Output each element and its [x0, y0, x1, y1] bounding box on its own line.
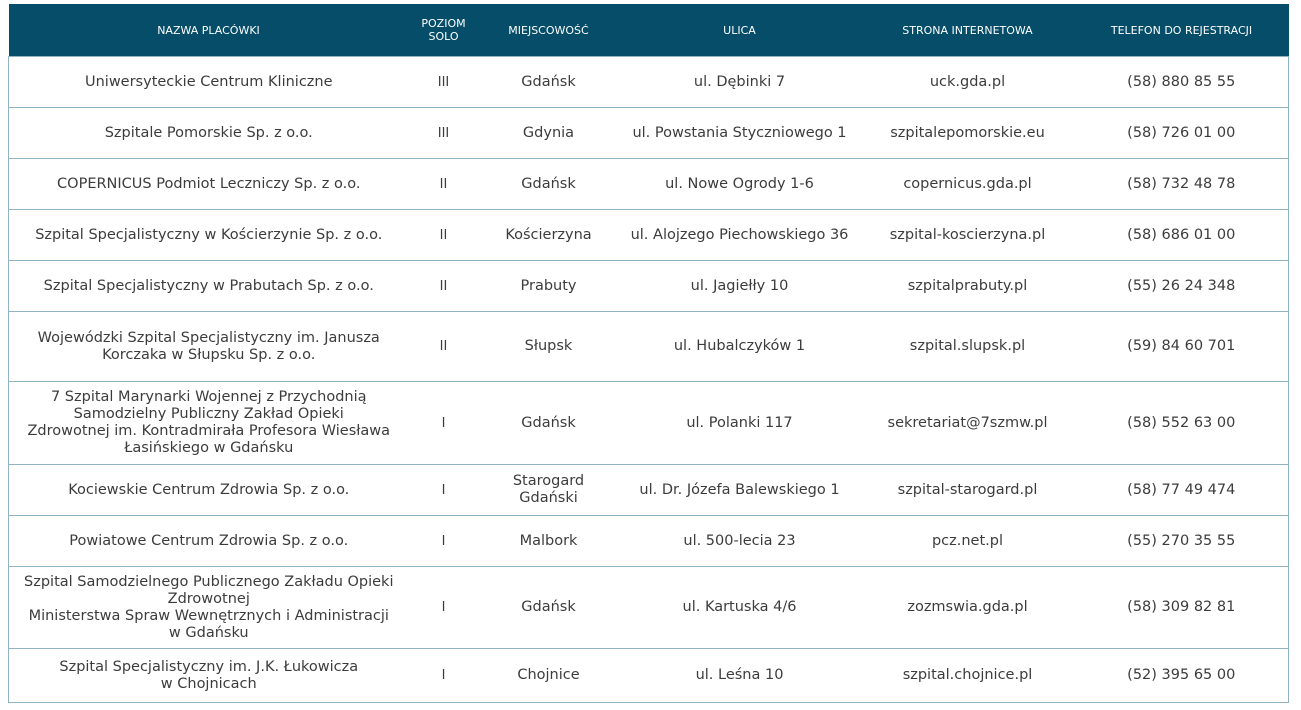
- cell-phone: (59) 84 60 701: [1075, 312, 1289, 382]
- header-level: [409, 4, 479, 57]
- cell-name: [9, 210, 409, 261]
- cell-city: Prabuty: [479, 261, 619, 312]
- cell-website: sekretariat@7szmw.pl: [861, 382, 1075, 465]
- cell-website: szpitalprabuty.pl: [861, 261, 1075, 312]
- cell-street: ul. Nowe Ogrody 1-6: [619, 159, 861, 210]
- header-street: ULICA: [619, 4, 861, 57]
- cell-name-line: 7 Szpital Marynarki Wojennej z Przychodnią: [50, 389, 367, 405]
- cell-name: [9, 159, 409, 210]
- cell-street: ul. Polanki 117: [619, 382, 861, 465]
- cell-phone: (58) 686 01 00: [1075, 210, 1289, 261]
- cell-phone: (58) 77 49 474: [1075, 465, 1289, 516]
- cell-name-line: Ministerstwa Spraw Wewnętrznych i Administracji: [28, 607, 389, 624]
- cell-street: ul. 500-lecia 23: [619, 516, 861, 567]
- cell-level: I: [409, 649, 479, 703]
- table-header: [9, 4, 1289, 57]
- cell-level: I: [409, 516, 479, 567]
- cell-street: ul. Alojzego Piechowskiego 36: [619, 210, 861, 261]
- header-level-line2: SOLO: [428, 30, 459, 43]
- cell-phone: (52) 395 65 00: [1075, 649, 1289, 703]
- cell-name: [9, 567, 409, 649]
- cell-name-line: Samodzielny Publiczny Zakład Opieki: [73, 406, 344, 422]
- cell-city: Gdańsk: [479, 57, 619, 108]
- cell-phone: (58) 732 48 78: [1075, 159, 1289, 210]
- cell-city: Gdańsk: [479, 382, 619, 465]
- cell-phone: (55) 270 35 55: [1075, 516, 1289, 567]
- cell-name-line: w Gdańsku: [168, 624, 249, 641]
- cell-level: I: [409, 567, 479, 649]
- cell-street: ul. Leśna 10: [619, 649, 861, 703]
- cell-level: III: [409, 108, 479, 159]
- table-row: [9, 57, 1289, 108]
- cell-name-line: Szpital Samodzielnego Publicznego Zakładu Opieki: [24, 573, 394, 590]
- cell-level: II: [409, 159, 479, 210]
- cell-name-line: Szpital Specjalistyczny w Prabutach Sp. z o.o.: [43, 277, 374, 294]
- cell-street: ul. Dębinki 7: [619, 57, 861, 108]
- cell-name: [9, 312, 409, 382]
- cell-name-line: Szpital Specjalistyczny im. J.K. Łukowicza: [59, 658, 359, 675]
- cell-name-line: Korczaka w Słupsku Sp. z o.o.: [102, 346, 316, 363]
- cell-name: [9, 465, 409, 516]
- header-row: [9, 4, 1289, 57]
- cell-name-line: Szpital Specjalistyczny w Kościerzynie Sp. z o.o.: [35, 226, 383, 243]
- table-row: [9, 261, 1289, 312]
- cell-name-line: Kociewskie Centrum Zdrowia Sp. z o.o.: [68, 481, 350, 498]
- cell-name: [9, 649, 409, 703]
- header-phone: TELEFON DO REJESTRACJI: [1075, 4, 1289, 57]
- cell-website: szpital-starogard.pl: [861, 465, 1075, 516]
- table-body: [9, 57, 1289, 703]
- cell-name-line: Uniwersyteckie Centrum Kliniczne: [84, 73, 333, 90]
- cell-name-line: COPERNICUS Podmiot Leczniczy Sp. z o.o.: [57, 175, 361, 192]
- cell-street: ul. Jagiełły 10: [619, 261, 861, 312]
- table-row: [9, 567, 1289, 649]
- cell-street: ul. Hubalczyków 1: [619, 312, 861, 382]
- cell-website: szpital-koscierzyna.pl: [861, 210, 1075, 261]
- hospital-table: [8, 4, 1289, 703]
- cell-name: [9, 57, 409, 108]
- cell-name: [9, 382, 409, 465]
- cell-name-line: w Chojnicach: [160, 675, 257, 692]
- cell-street: ul. Dr. Józefa Balewskiego 1: [619, 465, 861, 516]
- cell-city: Gdańsk: [479, 159, 619, 210]
- cell-name-line: Zdrowotnej: [167, 590, 250, 607]
- table-row: [9, 382, 1289, 465]
- cell-city: Gdynia: [479, 108, 619, 159]
- table-row: [9, 649, 1289, 703]
- cell-level: II: [409, 312, 479, 382]
- cell-name-line: Szpitale Pomorskie Sp. z o.o.: [104, 124, 313, 141]
- cell-city: Malbork: [479, 516, 619, 567]
- cell-street: ul. Powstania Styczniowego 1: [619, 108, 861, 159]
- cell-name-line: Wojewódzki Szpital Specjalistyczny im. Janusza: [37, 329, 380, 346]
- cell-city: Gdańsk: [479, 567, 619, 649]
- cell-name-line: Zdrowotnej im. Kontradmirała Profesora Wiesława: [27, 423, 391, 439]
- cell-name: [9, 261, 409, 312]
- table-row: [9, 159, 1289, 210]
- cell-website: zozmswia.gda.pl: [861, 567, 1075, 649]
- header-city: MIEJSCOWOŚĆ: [479, 4, 619, 57]
- cell-phone: (58) 309 82 81: [1075, 567, 1289, 649]
- cell-name: [9, 108, 409, 159]
- cell-phone: (58) 552 63 00: [1075, 382, 1289, 465]
- cell-website: szpital.chojnice.pl: [861, 649, 1075, 703]
- header-website: STRONA INTERNETOWA: [861, 4, 1075, 57]
- header-level-line1: POZIOM: [421, 17, 466, 30]
- cell-level: III: [409, 57, 479, 108]
- cell-name-line: Łasińskiego w Gdańsku: [124, 440, 294, 456]
- hospital-table-container: [8, 4, 1288, 703]
- cell-street: ul. Kartuska 4/6: [619, 567, 861, 649]
- cell-phone: (58) 880 85 55: [1075, 57, 1289, 108]
- cell-city: Chojnice: [479, 649, 619, 703]
- header-name: NAZWA PLACÓWKI: [9, 4, 409, 57]
- table-row: [9, 516, 1289, 567]
- cell-phone: (58) 726 01 00: [1075, 108, 1289, 159]
- table-row: [9, 108, 1289, 159]
- cell-level: I: [409, 465, 479, 516]
- cell-name-line: Powiatowe Centrum Zdrowia Sp. z o.o.: [69, 532, 349, 549]
- cell-city: Starogard Gdański: [479, 465, 619, 516]
- cell-level: I: [409, 382, 479, 465]
- cell-website: pcz.net.pl: [861, 516, 1075, 567]
- table-row: [9, 312, 1289, 382]
- cell-level: II: [409, 261, 479, 312]
- cell-level: II: [409, 210, 479, 261]
- cell-city: Słupsk: [479, 312, 619, 382]
- cell-website: szpitalepomorskie.eu: [861, 108, 1075, 159]
- table-row: [9, 465, 1289, 516]
- table-row: [9, 210, 1289, 261]
- cell-website: copernicus.gda.pl: [861, 159, 1075, 210]
- cell-name: [9, 516, 409, 567]
- cell-website: uck.gda.pl: [861, 57, 1075, 108]
- cell-city: Kościerzyna: [479, 210, 619, 261]
- cell-phone: (55) 26 24 348: [1075, 261, 1289, 312]
- cell-website: szpital.slupsk.pl: [861, 312, 1075, 382]
